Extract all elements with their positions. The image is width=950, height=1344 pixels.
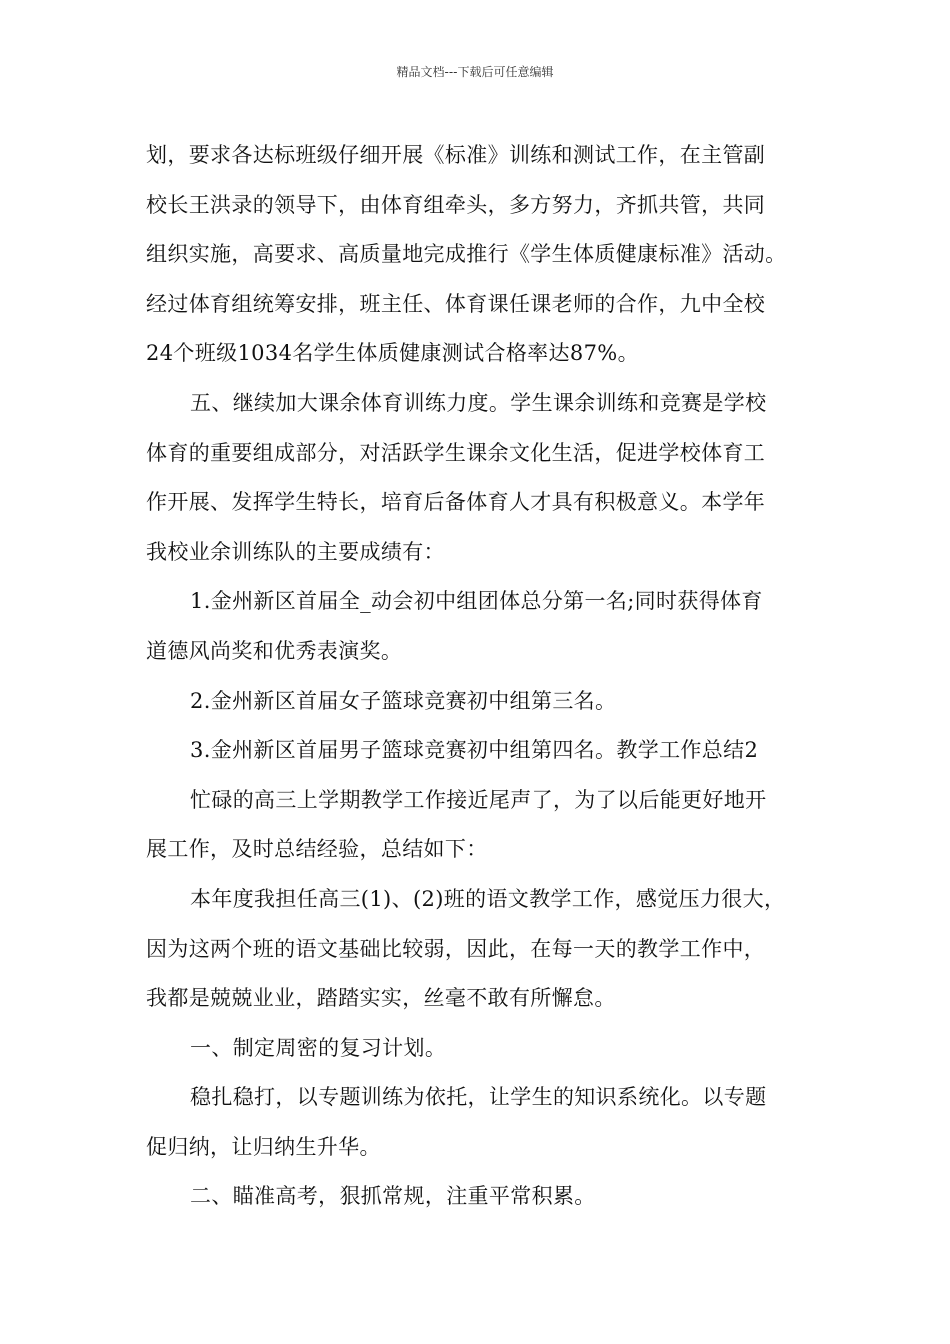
document-body bbox=[146, 131, 826, 1222]
text-line: 1.金州新区首届全_动会初中组团体总分第一名;同时获得体育 bbox=[190, 589, 763, 614]
text-line: 展工作，及时总结经验，总结如下： bbox=[146, 837, 488, 862]
text-line: 我都是兢兢业业，踏踏实实，丝毫不敢有所懈怠。 bbox=[146, 986, 616, 1011]
text-line: 24个班级1034名学生体质健康测试合格率达87%。 bbox=[146, 341, 639, 366]
paragraph bbox=[146, 677, 826, 727]
paragraph bbox=[146, 1024, 826, 1074]
text-line: 本年度我担任高三(1)、(2)班的语文教学工作，感觉压力很大， bbox=[190, 886, 786, 911]
text-line: 作开展、发挥学生特长，培育后备体育人才具有积极意义。本学年 bbox=[146, 490, 766, 515]
paragraph bbox=[146, 131, 826, 379]
text-line: 一、制定周密的复习计划。 bbox=[190, 1035, 447, 1060]
text-line: 促归纳，让归纳生升华。 bbox=[146, 1134, 381, 1159]
text-line: 体育的重要组成部分，对活跃学生课余文化生活，促进学校体育工 bbox=[146, 440, 766, 465]
paragraph bbox=[146, 726, 826, 776]
paragraph bbox=[146, 776, 826, 875]
paragraph bbox=[146, 875, 826, 1024]
paragraph bbox=[146, 1073, 826, 1172]
text-line: 五、继续加大课余体育训练力度。学生课余训练和竞赛是学校 bbox=[190, 390, 767, 415]
text-line: 2.金州新区首届女子篮球竞赛初中组第三名。 bbox=[190, 688, 617, 713]
paragraph bbox=[146, 1172, 826, 1222]
paragraph bbox=[146, 577, 826, 676]
text-line: 经过体育组统筹安排，班主任、体育课任课老师的合作，九中全校 bbox=[146, 291, 766, 316]
text-line: 3.金州新区首届男子篮球竞赛初中组第四名。教学工作总结2 bbox=[190, 738, 759, 763]
text-line: 因为这两个班的语文基础比较弱，因此，在每一天的教学工作中， bbox=[146, 936, 766, 961]
text-line: 忙碌的高三上学期教学工作接近尾声了，为了以后能更好地开 bbox=[190, 787, 767, 812]
text-line: 二、瞄准高考，狠抓常规，注重平常积累。 bbox=[190, 1184, 596, 1209]
text-line: 组织实施，高要求、高质量地完成推行《学生体质健康标准》活动。 bbox=[146, 242, 787, 267]
text-line: 我校业余训练队的主要成绩有： bbox=[146, 539, 445, 564]
text-line: 校长王洪录的领导下，由体育组牵头，多方努力，齐抓共管，共同 bbox=[146, 192, 766, 217]
text-line: 稳扎稳打，以专题训练为依托，让学生的知识系统化。以专题 bbox=[190, 1085, 767, 1110]
text-line: 划，要求各达标班级仔细开展《标准》训练和测试工作，在主管副 bbox=[146, 143, 766, 167]
paragraph bbox=[146, 379, 826, 577]
page-header: 精品文档---下载后可任意编辑 bbox=[396, 65, 554, 79]
text-line: 道德风尚奖和优秀表演奖。 bbox=[146, 638, 403, 663]
